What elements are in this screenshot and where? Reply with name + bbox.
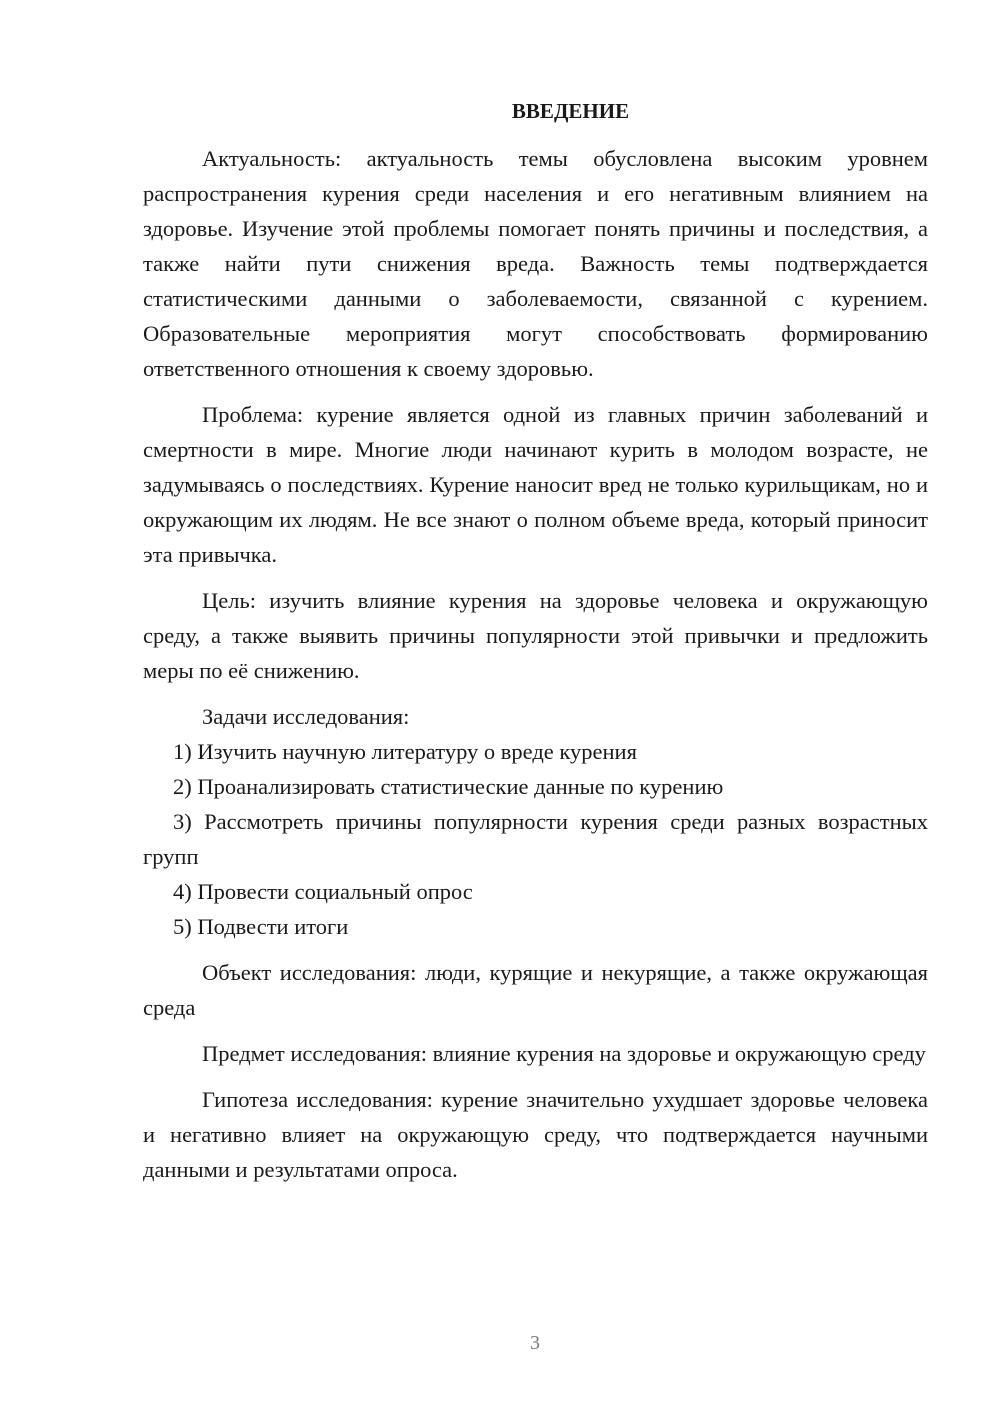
document-page — [143, 96, 928, 1187]
problem-paragraph: Проблема: курение является одной из главных причин заболеваний и смертности в мире. Многие люди начинают курить в молодом возрасте, не задумываясь о последствиях. Курение наносит вред не только курильщикам, но и окружающим их людям. Не все знают о полном объеме вреда, который приносит эта привычка. — [143, 402, 928, 567]
goal-paragraph: Цель: изучить влияние курения на здоровье человека и окружающую среду, а также выявить причины популярности этой привычки и предложить меры по её снижению. — [143, 588, 928, 683]
task-item: 2) Проанализировать статистические данные по курению — [173, 774, 724, 799]
page-title: ВВЕДЕНИЕ — [511, 99, 630, 123]
task-item: 3) Рассмотреть причины популярности курения среди разных возрастных групп — [143, 809, 928, 869]
hypothesis-paragraph: Гипотеза исследования: курение значительно ухудшает здоровье человека и негативно влияет на окружающую среду, что подтверждается научными данными и результатами опроса. — [143, 1087, 928, 1182]
page-number: 3 — [530, 1332, 540, 1354]
subject-paragraph: Предмет исследования: влияние курения на здоровье и окружающую среду — [202, 1041, 926, 1066]
task-item: 5) Подвести итоги — [173, 914, 349, 939]
task-item: 1) Изучить научную литературу о вреде курения — [173, 739, 637, 764]
object-paragraph: Объект исследования: люди, курящие и некурящие, а также окружающая среда — [143, 960, 928, 1020]
tasks-heading: Задачи исследования: — [202, 704, 410, 729]
relevance-paragraph: Актуальность: актуальность темы обусловлена высоким уровнем распространения курения среди населения и его негативным влиянием на здоровье. Изучение этой проблемы помогает понять причины и последствия, а также найти пути снижения вреда. Важность темы подтверждается статистическими данными о заболеваемости, связанной с курением. Образовательные мероприятия могут способствовать формированию ответственного отношения к своему здоровью. — [143, 146, 928, 381]
task-item: 4) Провести социальный опрос — [173, 879, 473, 904]
